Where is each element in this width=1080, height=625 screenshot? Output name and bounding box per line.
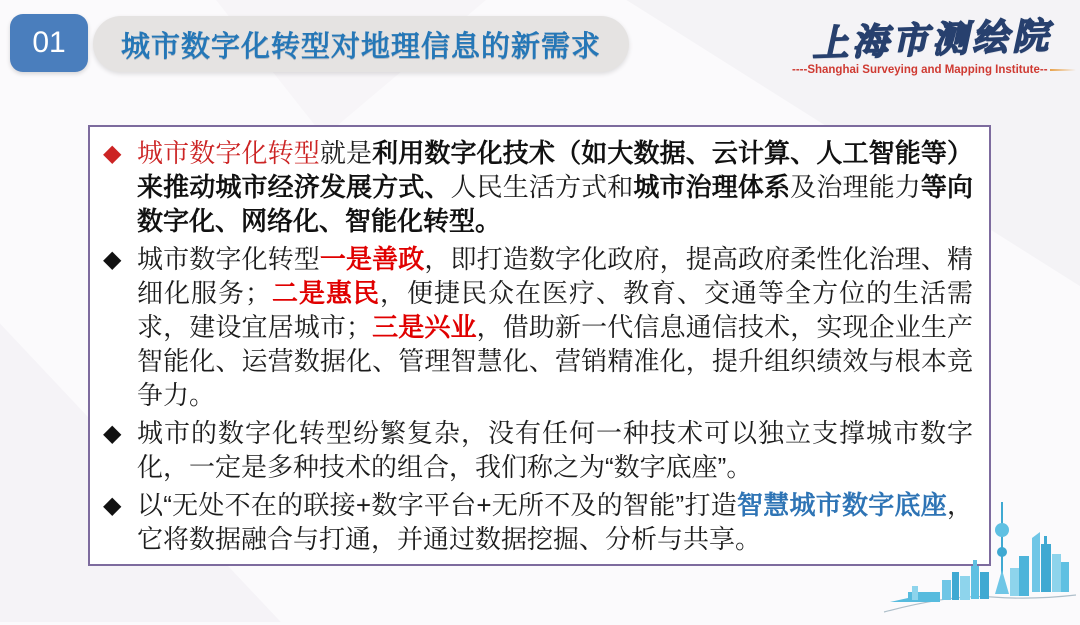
building-antenna — [1044, 536, 1047, 544]
text-segment: 城市治理体系 — [633, 172, 791, 202]
diamond-bullet-icon: ◆ — [103, 140, 122, 167]
text-segment: ，它将数据融合与打通，并通过数据挖掘、分析与共享。 — [137, 490, 973, 554]
text-segment: 智慧城市数字底座 — [736, 490, 947, 520]
text-segment: 三是兴业 — [372, 312, 477, 342]
text-segment: 城市数字化转型 — [137, 244, 320, 274]
oriental-pearl-tower-icon — [995, 502, 1009, 594]
text-segment: 利用数字化技术（如大数据、云计算、人工智能等）来推动城市经济发展方式、 — [137, 138, 973, 202]
text-segment: 等向数字化、网络化、智能化转型。 — [137, 172, 973, 236]
text-segment: 就是 — [319, 138, 373, 168]
building — [980, 572, 989, 599]
building-shanghai-tower — [1032, 532, 1040, 592]
text-segment: 及治理能力 — [790, 172, 921, 202]
building — [912, 586, 918, 600]
diamond-bullet-icon: ◆ — [103, 420, 122, 447]
bullet-item — [103, 242, 973, 412]
building — [1061, 562, 1069, 592]
building — [890, 592, 940, 602]
building — [1052, 554, 1061, 592]
text-segment: ，借助新一代信息通信技术，实现企业生产智能化、运营数据化、管理智慧化、营销精准化，提升组织绩效与根本竞争力。 — [137, 312, 973, 410]
section-number-label: 01 — [32, 26, 66, 59]
text-segment: ，即打造数字化政府，提高政府柔性化治理、精细化服务； — [137, 244, 973, 308]
section-number-badge — [10, 14, 88, 72]
fade-rule-decoration — [1050, 69, 1076, 71]
text-segment: 一是善政 — [319, 244, 425, 274]
text-segment: 城市的数字化转型纷繁复杂，没有任何一种技术可以独立支撑城市数字化，一定是多种技术的组合，我们称之为“数字底座”。 — [137, 418, 973, 482]
bullet-item — [103, 488, 973, 556]
institute-logo-english-text: ----Shanghai Surveying and Mapping Institute-- — [792, 64, 1048, 76]
building — [971, 566, 979, 599]
building — [952, 572, 959, 600]
diamond-bullet-icon: ◆ — [103, 246, 122, 273]
institute-logo-calligraphy: 上海市测绘院 — [811, 15, 1053, 65]
bullet-item — [103, 416, 973, 484]
building — [1010, 568, 1019, 596]
text-segment: 城市数字化转型 — [137, 138, 320, 168]
text-segment: 二是惠民 — [271, 278, 380, 308]
building — [960, 576, 970, 600]
slide-title: 城市数字化转型对地理信息的新需求 — [121, 30, 602, 63]
text-segment: ，便捷民众在医疗、教育、交通等全方位的生活需求，建设宜居城市； — [137, 278, 973, 342]
text-segment: 人民生活方式和 — [450, 172, 634, 202]
text-segment: 以“无处不在的联接+数字平台+无所不及的智能”打造 — [137, 490, 737, 520]
building — [1019, 556, 1029, 596]
building — [942, 580, 951, 600]
bullet-list — [103, 136, 973, 556]
bullet-item — [103, 136, 973, 238]
institute-logo — [792, 12, 1072, 76]
diamond-bullet-icon: ◆ — [103, 492, 122, 519]
content-box — [88, 125, 991, 566]
ground-curve — [884, 595, 1076, 612]
slide-title-pill — [93, 16, 629, 72]
building — [1041, 544, 1051, 592]
